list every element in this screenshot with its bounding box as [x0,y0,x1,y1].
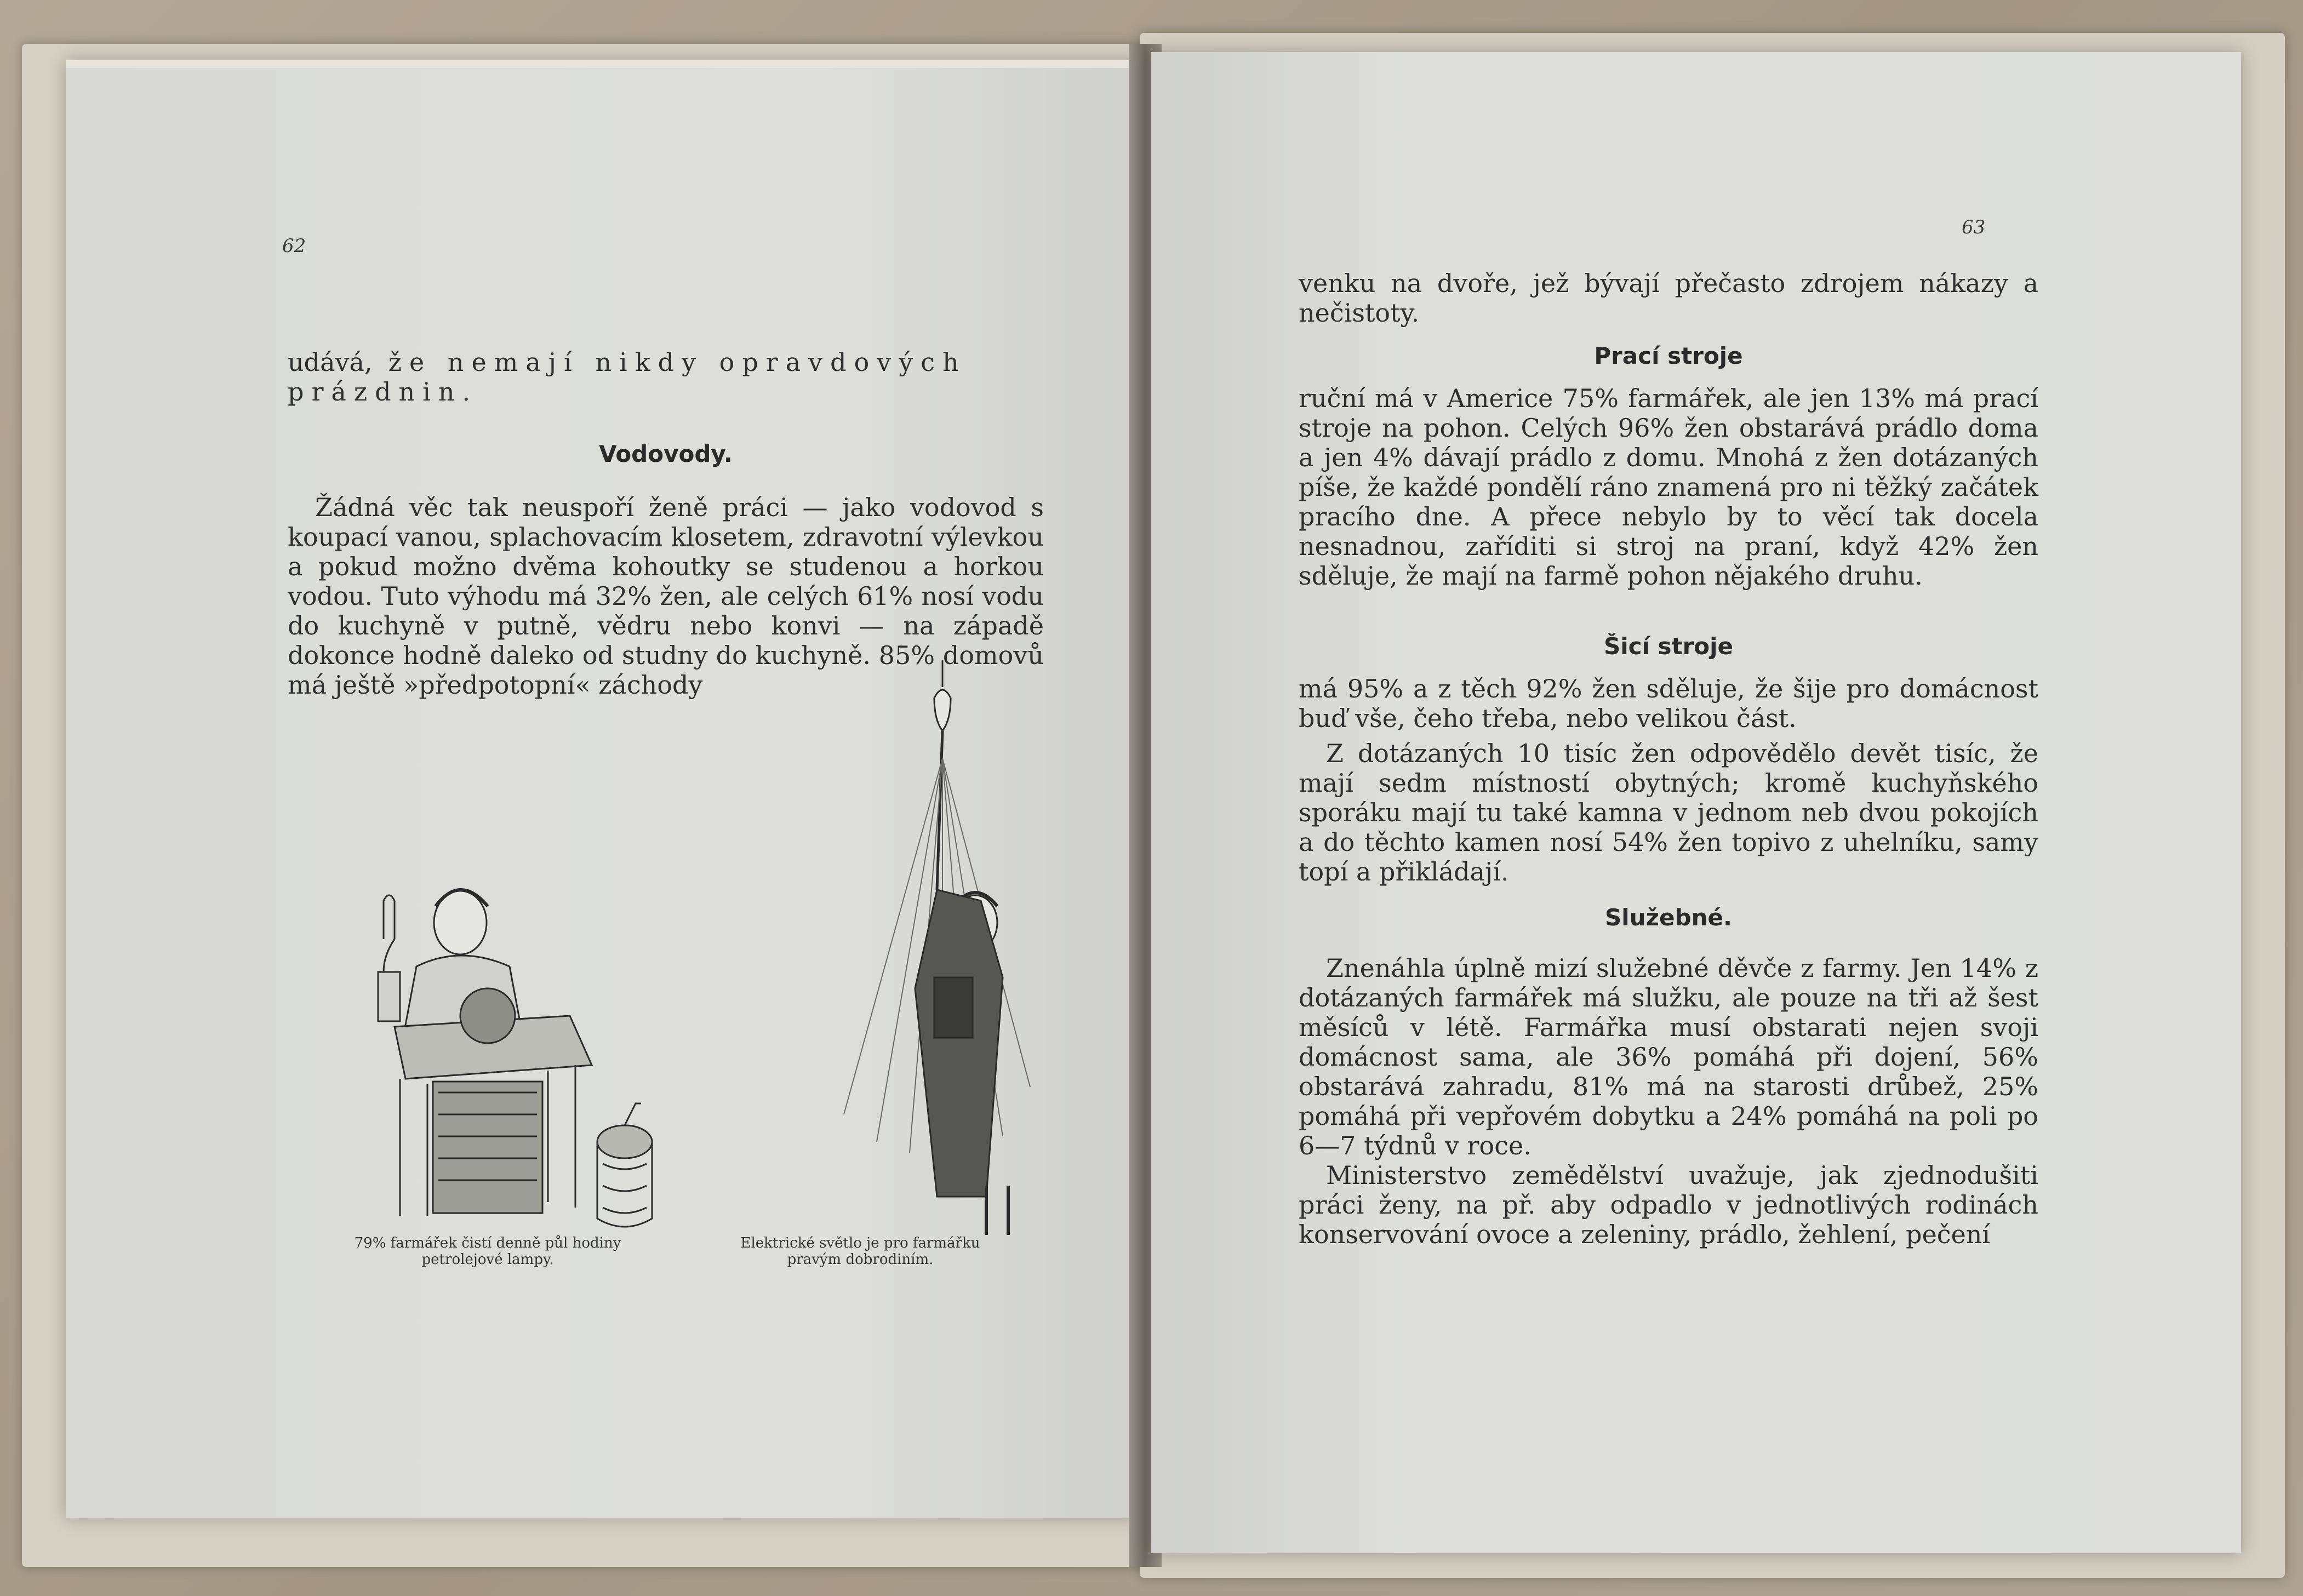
caption-lamps [290,1235,685,1268]
left-page [66,60,1140,1518]
electric-light-illustration [679,649,1041,1251]
sluzebne-text: Znenáhla úplně mizí služebné děvče z farmy. Jen 14% z dotázaných farmářek má služku, ale pouze na tři až šest měsíců v létě. Farmářka musí obstarati nejen svoji domácnost sama, ale 36% pomáhá při dojení, 56% obstarává zahradu, 81% má na starosti drůbež, 25% pomáhá při vepřovém dobytku a 24% pomáhá na poli po 6—7 týdnů v roce. [1299,953,2038,1160]
caption-electric-line1: Elektrické světlo je pro farmářku [740,1235,980,1251]
right-intro [1299,268,2038,328]
lamp-cleaning-illustration [318,835,658,1251]
ministerstvo-text: Ministerstvo zemědělství uvažuje, jak zjednodušiti práci ženy, na př. aby odpadlo v jednotlivých rodinách konservování ovoce a zeleniny, prádlo, žehlení, pečení [1299,1160,2038,1249]
right-page [1151,52,2241,1553]
caption-electric [679,1235,1041,1268]
page-number-right: 63 [1962,216,1986,238]
caption-electric-line2: pravým dobrodiním. [787,1251,934,1268]
right-intro-text: venku na dvoře, jež bývají přečasto zdrojem nákazy a nečistoty. [1299,268,2038,328]
heading-vodovody: Vodovody. [599,441,733,467]
sluzebne-section [1299,953,2038,1249]
vodovody-text: Žádná věc tak neuspoří ženě práci — jako vodovod s koupací vanou, splachovacím klosetem, zdravotní výlevkou a pokud možno dvěma kohoutky se studenou a horkou vodou. Tuto výhodu má 32% žen, ale celých 61% nosí vodu do kuchyně v putně, vědru nebo konvi — na západě dokonce hodně daleko od studny do kuchyně. 85% domovů má ještě »předpotopní« záchody [288,493,1044,700]
rooms-text: Z dotázaných 10 tisíc žen odpovědělo devět tisíc, že mají sedm místností obytných; kromě kuchyňského sporáku mají tu také kamna v jednom neb dvou pokojích a do těchto kamen nosí 54% žen topivo z uhelníku, samy topí a přikládají. [1299,739,2038,886]
heading-sici-stroje: Šicí stroje [1603,633,1734,660]
caption-lamps-line1: 79% farmářek čistí denně půl hodiny [354,1235,621,1251]
sici-stroje-text: má 95% a z těch 92% žen sděluje, že šije pro domácnost buď vše, čeho třeba, nebo velikou část. [1299,674,2038,733]
praci-stroje-section [1299,384,2038,591]
heading-praci-stroje: Prací stroje [1594,342,1743,369]
heading-sluzebne: Služebné. [1605,904,1732,931]
caption-lamps-line2: petrolejové lampy. [421,1251,554,1268]
left-intro [288,347,1044,407]
intro-word: udává, [288,347,373,377]
intro-rest: že nemají nikdy opravdových [388,347,967,377]
praci-stroje-text: ruční má v Americe 75% farmářek, ale jen 13% má prací stroje na pohon. Celých 96% žen obstarává prádlo doma a jen 4% dávají prádlo z domu. Mnohá z žen dotázaných píše, že každé pondělí ráno znamená pro ni těžký začátek pracího dne. A přece nebylo by to věcí tak docela nesnadnou, zaříditi si stroj na praní, když 42% žen sděluje, že mají na farmě pohon nějakého druhu. [1299,384,2038,591]
sici-stroje-section [1299,674,2038,886]
page-number-left: 62 [282,235,306,257]
intro-line2: prázdnin. [288,377,478,407]
